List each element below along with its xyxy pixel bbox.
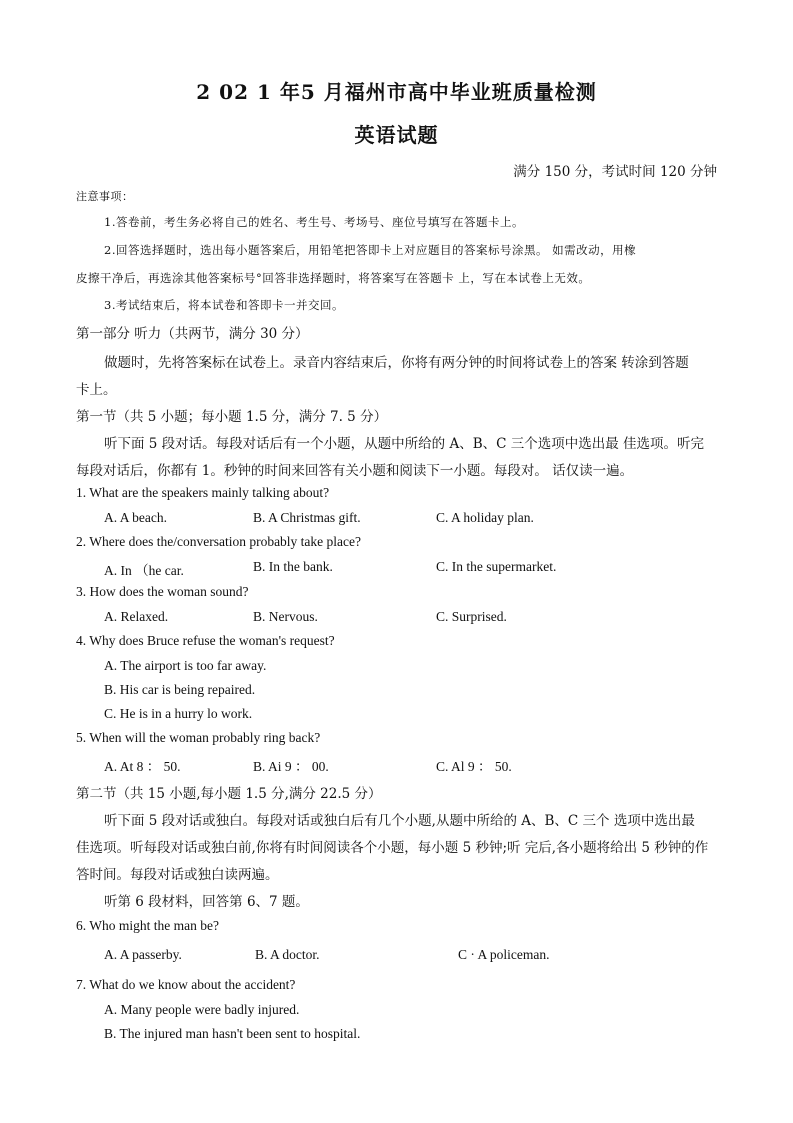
question-1-option-c: C. A holiday plan. (436, 510, 534, 525)
notice-item-3: 3.考试结束后，将本试卷和答即卡一并交回。 (104, 298, 344, 312)
question-6-option-c: C · A policeman. (458, 947, 550, 962)
question-1-option-a: A. A beach. (104, 510, 167, 525)
question-2-option-a: A. In （he car. (104, 563, 184, 578)
notice-item-2-line-1: 2.回答选择题时，选出每小题答案后，用铅笔把答即卡上对应题目的答案标号涂黑。 如需改动，用橡 (104, 243, 637, 257)
question-6-option-a: A. A passerby. (104, 947, 182, 962)
question-3-stem: 3. How does the woman sound? (76, 584, 249, 599)
question-5-option-a: A. At 8 ： 50. (104, 759, 181, 774)
part1-intro-line-1: 做题时，先将答案标在试卷上。录音内容结束后，你将有两分钟的时间将试卷上的答案 转涂到答题 (104, 355, 689, 371)
question-3-option-a: A. Relaxed. (104, 609, 169, 624)
question-5-stem: 5. When will the woman probably ring back? (76, 730, 321, 745)
notice-item-2-line-2: 皮擦干净后，再选涂其他答案标号°回答非选择题时，将答案写在答题卡 上，写在本试卷上无效。 (76, 271, 591, 285)
question-4-option-b: B. His car is being repaired. (104, 682, 256, 697)
page-subtitle: 英语试题 (354, 123, 439, 147)
question-7-option-b: B. The injured man hasn't been sent to hospital. (104, 1026, 361, 1041)
question-6-option-b: B. A doctor. (255, 947, 320, 962)
question-7-stem: 7. What do we know about the accident? (76, 977, 296, 992)
section1-intro-line-1: 听下面 5 段对话。每段对话后有一个小题，从题中所给的 A、B、C 三个选项中选出最 佳选项。听完 (104, 436, 705, 452)
question-4-stem: 4. Why does Bruce refuse the woman's request? (76, 633, 335, 648)
page-title: 2 02 1 年5 月福州市高中毕业班质量检测 (196, 80, 597, 104)
question-6-stem: 6. Who might the man be? (76, 918, 219, 933)
notice-heading: 注意事项： (76, 190, 134, 203)
question-4-option-a: A. The airport is too far away. (104, 658, 267, 673)
question-5-option-c: C. Al 9 ： 50. (436, 759, 512, 774)
section1-heading: 第一节（共 5 小题；每小题 1.5 分，满分 7. 5 分） (76, 409, 388, 425)
question-2-option-b: B. In the bank. (253, 559, 333, 574)
section2-intro-line-3: 答时间。每段对话或独白读两遍。 (76, 867, 279, 883)
part1-intro-line-2: 卡上。 (76, 382, 117, 398)
question-7-option-a: A. Many people were badly injured. (104, 1002, 300, 1017)
question-1-option-b: B. A Christmas gift. (253, 510, 361, 525)
question-5-option-b: B. Ai 9 ： 00. (253, 759, 329, 774)
question-2-stem: 2. Where does the/conversation probably take place? (76, 534, 362, 549)
section2-intro-line-1: 听下面 5 段对话或独白。每段对话或独白后有几个小题,从题中所给的 A、B、C 三个 选项中选出最 (104, 813, 695, 829)
question-4-option-c: C. He is in a hurry lo work. (104, 706, 253, 721)
section2-heading: 第二节（共 15 小题,每小题 1.5 分,满分 22.5 分） (76, 786, 382, 802)
section2-material: 听第 6 段材料，回答第 6、7 题。 (104, 894, 309, 910)
question-3-option-b: B. Nervous. (253, 609, 318, 624)
notice-item-1: 1.答卷前，考生务必将自己的姓名、考生号、考场号、座位号填写在答题卡上。 (104, 215, 524, 229)
question-2-option-c: C. In the supermarket. (436, 559, 557, 574)
section1-intro-line-2: 每段对话后，你都有 1。秒钟的时间来回答有关小题和阅读下一小题。每段对。 话仅读一遍。 (76, 463, 634, 479)
question-3-option-c: C. Surprised. (436, 609, 507, 624)
question-1-stem: 1. What are the speakers mainly talking about? (76, 485, 330, 500)
exam-meta: 满分 150 分，考试时间 120 分钟 (513, 164, 717, 180)
section2-intro-line-2: 佳选项。听每段对话或独白前,你将有时间阅读各个小题，每小题 5 秒钟;听 完后,各小题将给出 5 秒钟的作 (76, 840, 709, 856)
part1-heading: 第一部分 听力（共两节，满分 30 分） (76, 326, 309, 342)
